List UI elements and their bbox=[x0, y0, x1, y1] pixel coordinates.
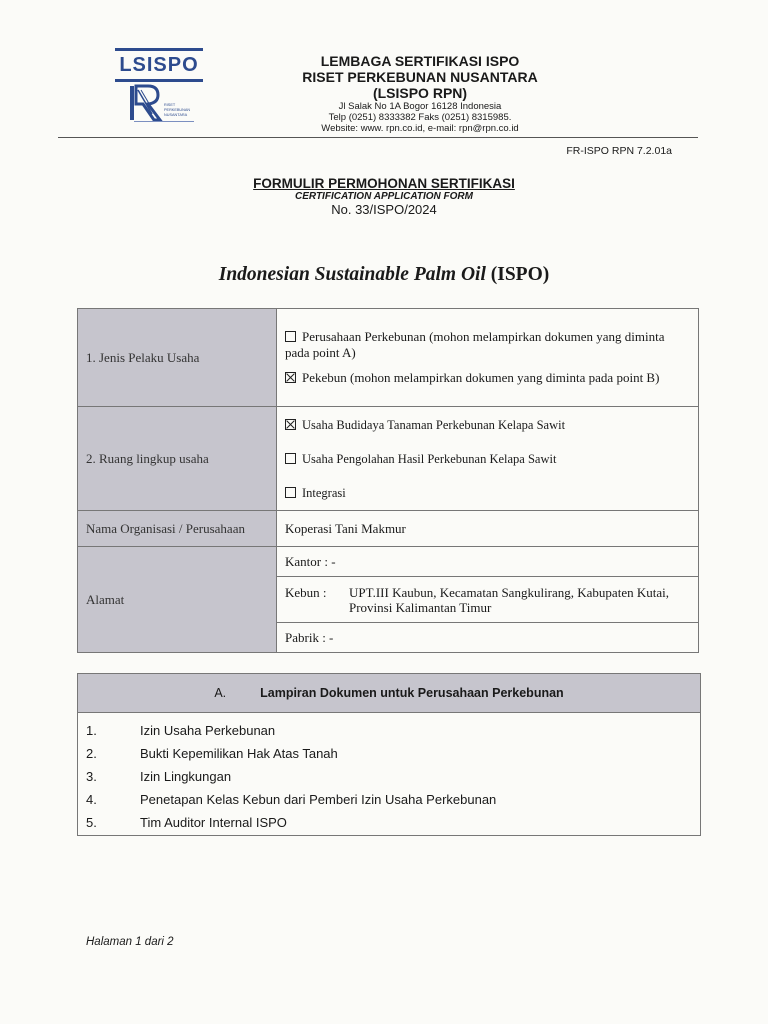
rpn-logo-icon bbox=[128, 84, 200, 124]
checkbox-integrasi-unchecked[interactable] bbox=[285, 487, 296, 498]
org-phone: Telp (0251) 8333382 Faks (0251) 8315985. bbox=[328, 112, 512, 123]
document-list bbox=[78, 713, 700, 834]
list-item bbox=[78, 742, 700, 765]
form-subtitle: CERTIFICATION APPLICATION FORM bbox=[295, 191, 473, 202]
org-address: Jl Salak No 1A Bogor 16128 Indonesia bbox=[338, 101, 502, 112]
application-table bbox=[77, 308, 699, 653]
address-kebun bbox=[277, 577, 699, 623]
address-pabrik: Pabrik : - bbox=[277, 623, 699, 653]
option-perusahaan bbox=[285, 329, 690, 361]
org-website: Website: www. rpn.co.id, e-mail: rpn@rpn.co.id bbox=[321, 123, 519, 134]
org-name-line1: LEMBAGA SERTIFIKASI ISPO bbox=[320, 53, 520, 69]
section-a-letter: A. bbox=[214, 686, 227, 700]
item-text: Bukti Kepemilikan Hak Atas Tanah bbox=[140, 746, 338, 761]
list-item bbox=[78, 811, 700, 834]
row-label-jenis-pelaku: 1. Jenis Pelaku Usaha bbox=[78, 309, 277, 407]
item-number: 3. bbox=[86, 769, 97, 784]
option-integrasi bbox=[285, 485, 690, 501]
option-text: Usaha Pengolahan Hasil Perkebunan Kelapa Sawit bbox=[302, 451, 557, 466]
form-code: FR-ISPO RPN 7.2.01a bbox=[566, 145, 672, 157]
section-a-header bbox=[78, 674, 700, 713]
item-text: Tim Auditor Internal ISPO bbox=[140, 815, 287, 830]
list-item bbox=[78, 765, 700, 788]
option-text: Pekebun (mohon melampirkan dokumen yang diminta pada point B) bbox=[302, 370, 660, 385]
option-text: Perusahaan Perkebunan (mohon melampirkan dokumen yang diminta pada point A) bbox=[285, 329, 665, 360]
form-title-block bbox=[0, 176, 768, 218]
organization-name: Koperasi Tani Makmur bbox=[277, 511, 699, 547]
item-number: 5. bbox=[86, 815, 97, 830]
option-text: Usaha Budidaya Tanaman Perkebunan Kelapa Sawit bbox=[302, 417, 566, 432]
item-number: 4. bbox=[86, 792, 97, 807]
item-text: Izin Usaha Perkebunan bbox=[140, 723, 276, 738]
item-text: Penetapan Kelas Kebun dari Pemberi Izin Usaha Perkebunan bbox=[140, 792, 497, 807]
scheme-title bbox=[0, 264, 768, 286]
item-text: Izin Lingkungan bbox=[140, 769, 232, 784]
org-name-line3: (LSISPO RPN) bbox=[372, 85, 468, 101]
form-title: FORMULIR PERMOHONAN SERTIFIKASI bbox=[253, 176, 515, 191]
list-item bbox=[78, 719, 700, 742]
option-pengolahan bbox=[285, 451, 690, 467]
row-label-alamat: Alamat bbox=[78, 547, 277, 653]
table-row bbox=[78, 511, 699, 547]
row-value-ruang-lingkup bbox=[277, 407, 699, 511]
checkbox-pengolahan-unchecked[interactable] bbox=[285, 453, 296, 464]
list-item bbox=[78, 788, 700, 811]
row-label-nama-organisasi: Nama Organisasi / Perusahaan bbox=[78, 511, 277, 547]
rpn-logo-caption: RISET bbox=[164, 103, 176, 107]
svg-text:PERKEBUNAN: PERKEBUNAN bbox=[164, 108, 191, 112]
page-number: Halaman 1 dari 2 bbox=[86, 936, 174, 948]
rpn-logo bbox=[128, 84, 200, 124]
row-label-ruang-lingkup: 2. Ruang lingkup usaha bbox=[78, 407, 277, 511]
option-pekebun bbox=[285, 370, 690, 386]
form-number: No. 33/ISPO/2024 bbox=[331, 202, 437, 217]
org-name-line2: RISET PERKEBUNAN NUSANTARA bbox=[302, 69, 538, 85]
scheme-abbr: (ISPO) bbox=[490, 264, 550, 285]
option-budidaya bbox=[285, 417, 690, 433]
checkbox-perusahaan-unchecked[interactable] bbox=[285, 331, 296, 342]
organization-header bbox=[250, 53, 590, 134]
lsispo-logo-text: LSISPO bbox=[115, 48, 203, 82]
table-row bbox=[78, 309, 699, 407]
header-divider bbox=[58, 137, 698, 138]
checkbox-budidaya-checked[interactable] bbox=[285, 419, 296, 430]
table-row bbox=[78, 547, 699, 577]
row-value-jenis-pelaku bbox=[277, 309, 699, 407]
checkbox-pekebun-checked[interactable] bbox=[285, 372, 296, 383]
kebun-value: UPT.III Kaubun, Kecamatan Sangkulirang, Kabupaten Kutai, Provinsi Kalimantan Timur bbox=[349, 584, 669, 615]
scheme-name: Indonesian Sustainable Palm Oil bbox=[218, 264, 486, 285]
svg-text:NUSANTARA: NUSANTARA bbox=[164, 113, 188, 117]
kebun-label: Kebun : bbox=[285, 584, 327, 600]
option-text: Integrasi bbox=[302, 485, 346, 500]
table-row bbox=[78, 407, 699, 511]
section-a bbox=[77, 673, 701, 836]
address-kantor: Kantor : - bbox=[277, 547, 699, 577]
item-number: 1. bbox=[86, 723, 97, 738]
section-a-title: Lampiran Dokumen untuk Perusahaan Perkebunan bbox=[260, 686, 564, 700]
item-number: 2. bbox=[86, 746, 97, 761]
